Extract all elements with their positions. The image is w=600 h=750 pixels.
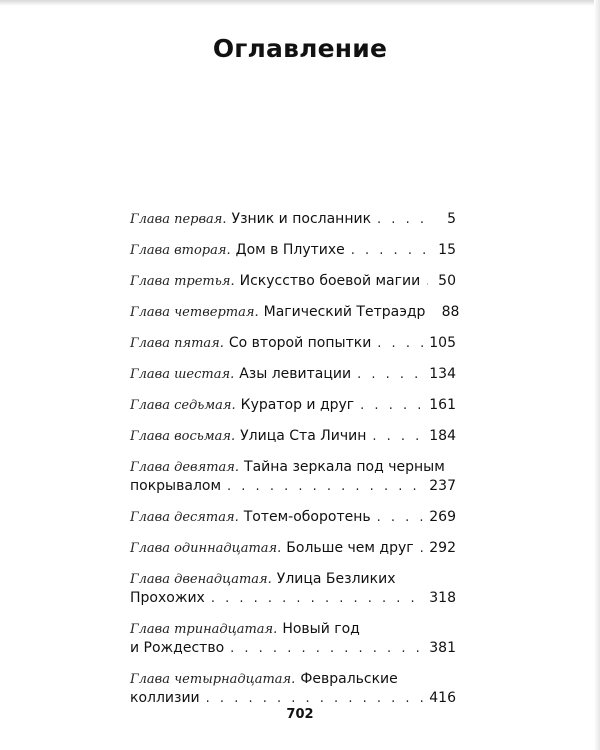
chapter-title: Искусство боевой магии — [239, 273, 421, 289]
dot-leader — [227, 477, 423, 496]
toc-line — [130, 210, 456, 229]
page-ref: 416 — [429, 690, 456, 706]
chapter-title: и Рождество — [130, 640, 225, 656]
chapter-separator: . — [230, 429, 236, 444]
toc-line — [130, 539, 456, 558]
toc-entry — [130, 365, 456, 384]
toc-entry — [130, 272, 456, 291]
toc-line — [130, 272, 456, 291]
chapter-title: Азы левитации — [239, 366, 352, 382]
page-ref: 105 — [429, 335, 456, 351]
page-ref: 381 — [429, 640, 456, 656]
toc-line — [130, 303, 460, 322]
toc-line — [130, 477, 456, 496]
chapter-label: Глава пятая — [130, 336, 220, 351]
chapter-separator: . — [222, 212, 227, 227]
toc-line — [130, 589, 456, 608]
dot-leader — [377, 508, 424, 527]
toc-entry — [130, 334, 456, 353]
page-ref: 161 — [429, 397, 456, 413]
chapter-label: Глава двенадцатая — [130, 572, 268, 587]
chapter-title: Куратор и друг — [240, 397, 355, 413]
chapter-label: Глава девятая — [130, 460, 235, 475]
page-edge-shadow-top — [0, 0, 600, 6]
chapter-separator: . — [254, 305, 259, 320]
page-ref: 237 — [429, 478, 456, 494]
toc-line — [130, 508, 456, 527]
chapter-title: Узник и посланник — [231, 211, 372, 227]
toc-line — [130, 620, 456, 639]
toc-line — [130, 458, 456, 477]
chapter-label: Глава седьмая — [130, 398, 232, 413]
page-ref: 292 — [429, 540, 456, 556]
chapter-separator: . — [230, 274, 235, 289]
chapter-title: Дом в Плутихе — [235, 242, 345, 258]
chapter-title: Тайна зеркала под черным — [244, 459, 445, 475]
chapter-separator: . — [226, 243, 231, 258]
chapter-title: покрывалом — [130, 478, 222, 494]
chapter-separator: . — [219, 336, 224, 351]
chapter-label: Глава одиннадцатая — [130, 541, 278, 556]
page-ref: 15 — [438, 242, 456, 258]
chapter-title: Прохожих — [130, 590, 205, 606]
chapter-label: Глава четырнадцатая — [130, 672, 292, 687]
chapter-label: Глава десятая — [130, 510, 235, 525]
table-of-contents — [130, 210, 460, 720]
chapter-label: Глава первая — [130, 212, 223, 227]
dot-leader — [426, 272, 428, 291]
chapter-label: Глава четвертая — [130, 305, 255, 320]
toc-line — [130, 570, 456, 589]
page-title: Оглавление — [212, 34, 388, 63]
page-ref: 184 — [429, 428, 456, 444]
chapter-title: Новый год — [282, 621, 360, 637]
dot-leader — [420, 539, 424, 558]
toc-entry — [130, 670, 456, 708]
dot-leader — [351, 241, 428, 260]
chapter-title: Улица Ста Личин — [240, 428, 367, 444]
chapter-label: Глава вторая — [130, 243, 227, 258]
toc-entry — [130, 427, 456, 446]
chapter-label: Глава тринадцатая — [130, 622, 274, 637]
chapter-title: Со второй попытки — [228, 335, 372, 351]
dot-leader — [357, 365, 423, 384]
dot-leader — [377, 210, 428, 229]
chapter-label: Глава восьмая — [130, 429, 231, 444]
toc-line — [130, 334, 456, 353]
dot-leader — [230, 639, 423, 658]
page-ref: 50 — [438, 273, 456, 289]
toc-entry — [130, 539, 456, 558]
dot-leader — [377, 334, 423, 353]
toc-line — [130, 689, 456, 708]
toc-entry — [130, 303, 460, 322]
dot-leader — [211, 589, 423, 608]
chapter-separator: . — [273, 622, 278, 637]
toc-entry — [130, 620, 456, 658]
chapter-label: Глава третья — [130, 274, 231, 289]
chapter-separator: . — [277, 541, 282, 556]
chapter-separator: . — [234, 510, 239, 525]
toc-line — [130, 241, 456, 260]
chapter-separator: . — [291, 672, 296, 687]
chapter-label: Глава шестая — [130, 367, 231, 382]
dot-leader — [360, 396, 423, 415]
chapter-title: Февральские — [300, 671, 398, 687]
page-edge-shadow-right — [594, 0, 600, 750]
dot-leader — [372, 427, 423, 446]
page-ref: 269 — [429, 509, 456, 525]
toc-entry — [130, 241, 456, 260]
chapter-separator: . — [234, 460, 240, 475]
page-ref: 5 — [447, 211, 456, 227]
chapter-title: коллизии — [130, 690, 200, 706]
toc-line — [130, 670, 456, 689]
toc-entry — [130, 210, 456, 229]
chapter-separator: . — [231, 398, 236, 413]
toc-line — [130, 365, 456, 384]
chapter-separator: . — [267, 572, 272, 587]
chapter-title: Улица Безликих — [276, 571, 396, 587]
toc-line — [130, 639, 456, 658]
page-ref: 88 — [441, 304, 460, 320]
chapter-separator: . — [230, 367, 235, 382]
page-number: 702 — [286, 707, 314, 722]
page-ref: 318 — [429, 590, 456, 606]
toc-entry — [130, 396, 456, 415]
chapter-title: Больше чем друг — [286, 540, 414, 556]
toc-entry — [130, 570, 456, 608]
toc-line — [130, 427, 456, 446]
toc-entry — [130, 458, 456, 496]
toc-line — [130, 396, 456, 415]
page-ref: 134 — [429, 366, 456, 382]
chapter-title: Магический Тетраэдр — [263, 304, 426, 320]
dot-leader — [206, 689, 424, 708]
toc-entry — [130, 508, 456, 527]
chapter-title: Тотем-оборотень — [243, 509, 371, 525]
